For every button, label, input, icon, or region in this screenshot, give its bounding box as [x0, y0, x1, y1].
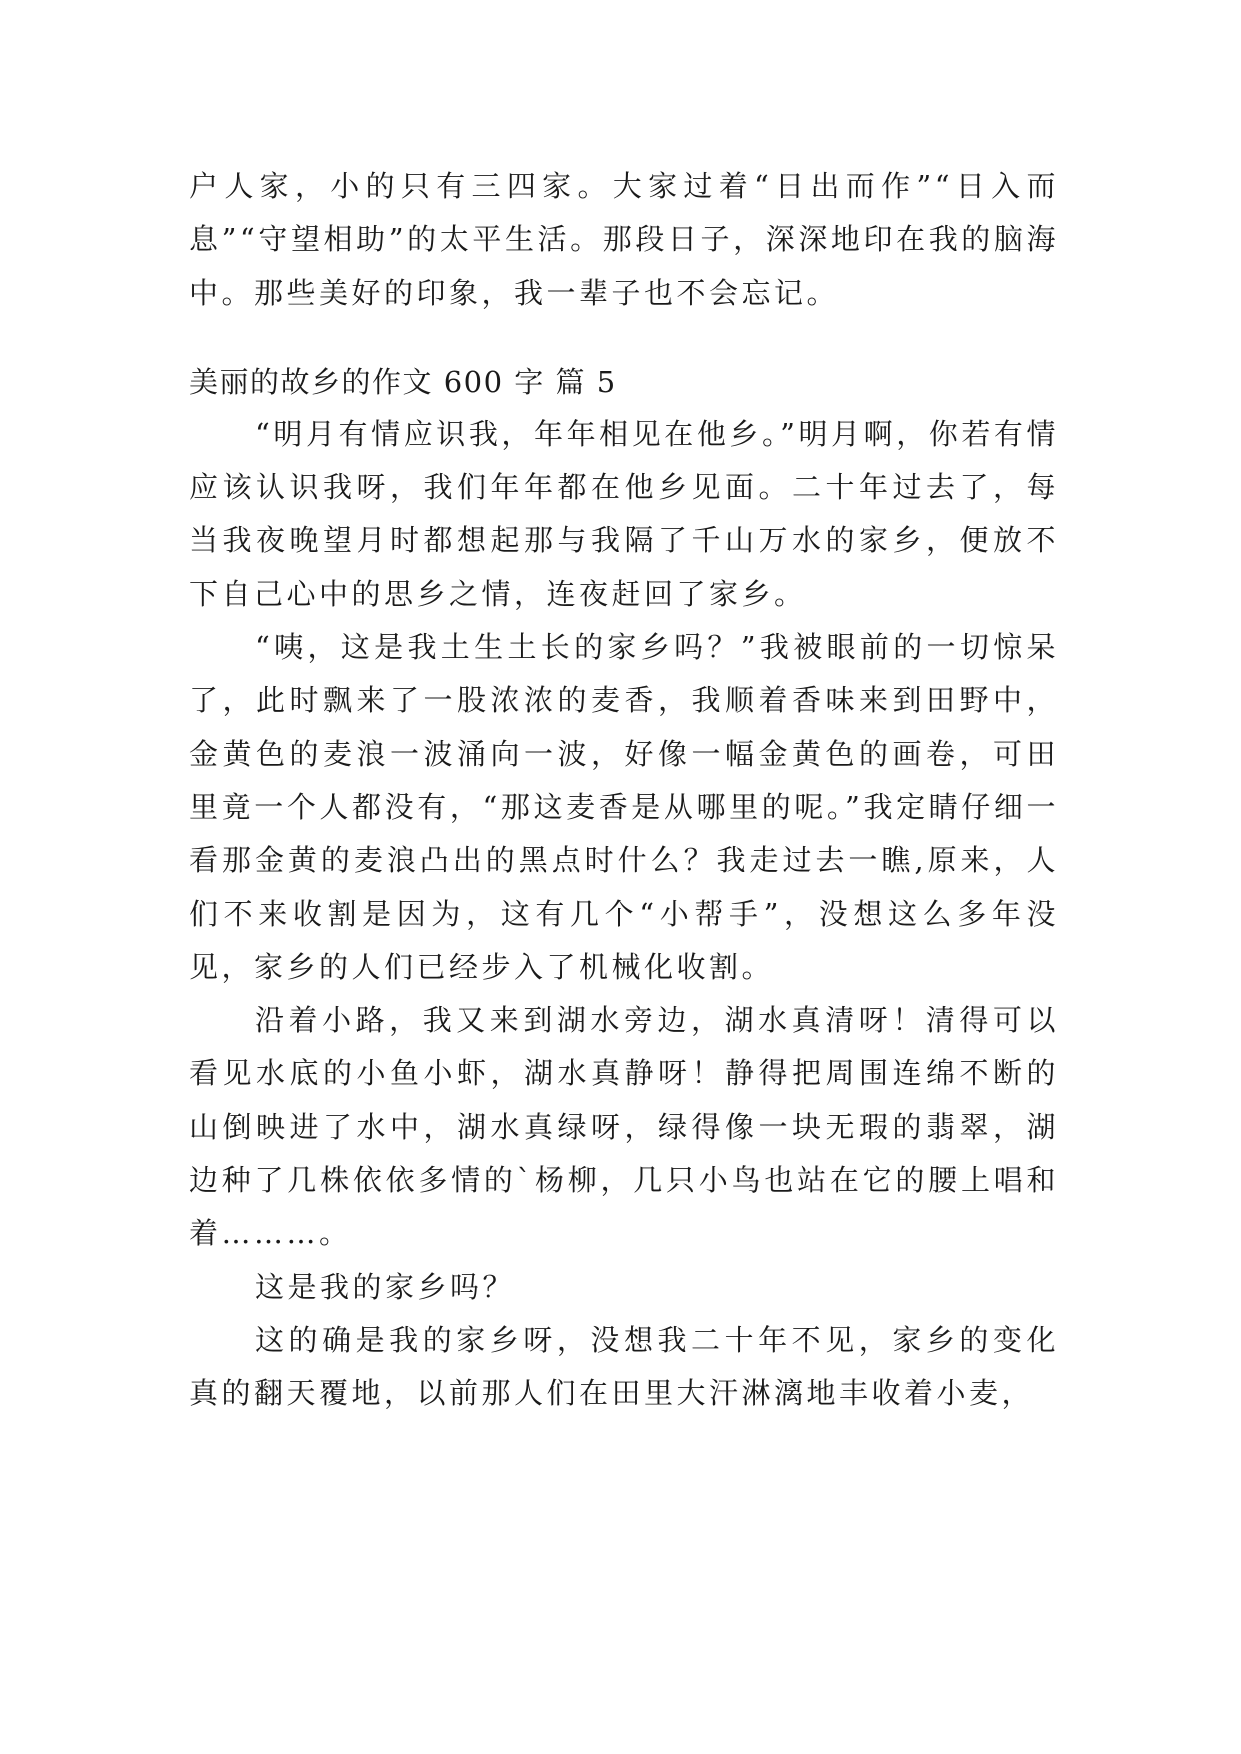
paragraph-4: 这是我的家乡吗？ [255, 1269, 516, 1304]
paragraph-3: 沿着小路，我又来到湖水旁边，湖水真清呀！清得可以看见水底的小鱼小虾，湖水真静呀！静得把周围连绵不断的山倒映进了水中，湖水真绿呀，绿得像一块无瑕的翡翠，湖边种了几株依依多情的`杨柳，几只小鸟也站在它的腰上唱和着………。 [189, 1003, 1059, 1251]
paragraph-continued: 户人家，小的只有三四家。大家过着“日出而作”“日入而息”“守望相助”的太平生活。那段日子，深深地印在我的脑海中。那些美好的印象，我一辈子也不会忘记。 [189, 169, 1059, 310]
paragraph-5: 这的确是我的家乡呀，没想我二十年不见，家乡的变化真的翻天覆地，以前那人们在田里大汗淋漓地丰收着小麦， [189, 1322, 1059, 1411]
section-heading: 美丽的故乡的作文 600 字 篇 5 [189, 364, 617, 399]
paragraph-1: “明月有情应识我，年年相见在他乡。”明月啊，你若有情应该认识我呀，我们年年都在他乡见面。二十年过去了，每当我夜晚望月时都想起那与我隔了千山万水的家乡，便放不下自己心中的思乡之情，连夜赶回了家乡。 [189, 416, 1059, 611]
section-gap [189, 320, 1059, 360]
document-page [189, 160, 1059, 1421]
paragraph-2: “咦，这是我土生土长的家乡吗？”我被眼前的一切惊呆了，此时飘来了一股浓浓的麦香，我顺着香味来到田野中，金黄色的麦浪一波涌向一波，好像一幅金黄色的画卷，可田里竟一个人都没有，“那这麦香是从哪里的呢。”我定睛仔细一看那金黄的麦浪凸出的黑点时什么？我走过去一瞧,原来，人们不来收割是因为，这有几个“小帮手”，没想这么多年没见，家乡的人们已经步入了机械化收割。 [189, 630, 1059, 984]
